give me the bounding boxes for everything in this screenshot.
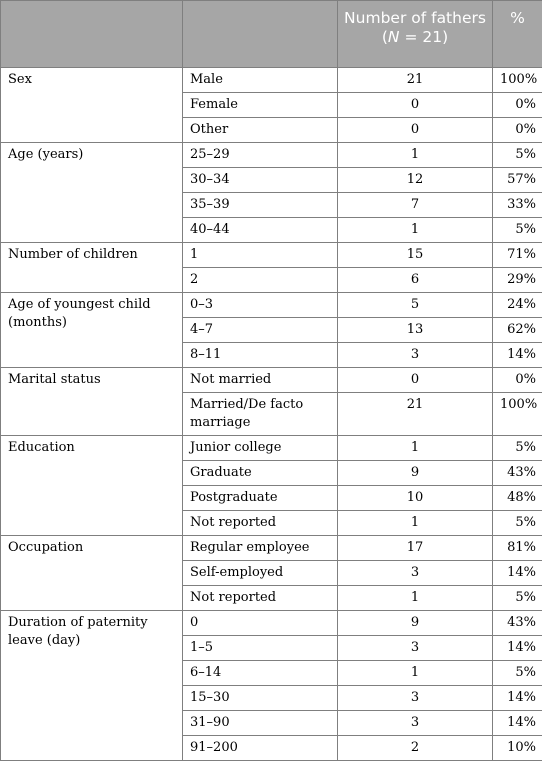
level-label: Postgraduate [183, 486, 338, 511]
count-value: 0 [338, 368, 493, 393]
header-category-cell [1, 1, 183, 68]
table-row [1, 436, 542, 461]
count-value: 3 [338, 561, 493, 586]
count-value: 9 [338, 611, 493, 636]
percent-value: 24% [493, 293, 542, 318]
count-value: 13 [338, 318, 493, 343]
count-value: 0 [338, 118, 493, 143]
header-n-value: = 21) [400, 28, 449, 46]
count-value: 0 [338, 93, 493, 118]
level-label: 15–30 [183, 686, 338, 711]
level-label: 0–3 [183, 293, 338, 318]
level-label: 91–200 [183, 736, 338, 761]
level-label: Not reported [183, 586, 338, 611]
level-label: 6–14 [183, 661, 338, 686]
header-n-symbol: N [388, 28, 400, 46]
count-value: 17 [338, 536, 493, 561]
table-body [1, 68, 542, 761]
header-number-label: Number of fathers ( [344, 9, 486, 46]
count-value: 9 [338, 461, 493, 486]
percent-value: 5% [493, 511, 542, 536]
percent-value: 14% [493, 561, 542, 586]
header-row [1, 1, 542, 68]
table-row [1, 143, 542, 168]
percent-value: 33% [493, 193, 542, 218]
percent-value: 0% [493, 118, 542, 143]
category-label: Occupation [1, 536, 183, 611]
level-label: Not married [183, 368, 338, 393]
percent-value: 43% [493, 611, 542, 636]
percent-value: 14% [493, 343, 542, 368]
percent-value: 71% [493, 243, 542, 268]
count-value: 2 [338, 736, 493, 761]
category-label: Age (years) [1, 143, 183, 243]
table-row [1, 611, 542, 636]
count-value: 21 [338, 393, 493, 436]
count-value: 1 [338, 218, 493, 243]
percent-value: 14% [493, 636, 542, 661]
level-label: Not reported [183, 511, 338, 536]
count-value: 7 [338, 193, 493, 218]
level-label: Male [183, 68, 338, 93]
category-label: Number of children [1, 243, 183, 293]
count-value: 12 [338, 168, 493, 193]
percent-value: 14% [493, 711, 542, 736]
count-value: 21 [338, 68, 493, 93]
count-value: 10 [338, 486, 493, 511]
percent-value: 29% [493, 268, 542, 293]
count-value: 15 [338, 243, 493, 268]
table-row [1, 536, 542, 561]
level-label: 8–11 [183, 343, 338, 368]
level-label: Regular employee [183, 536, 338, 561]
header-level-cell [183, 1, 338, 68]
percent-value: 100% [493, 68, 542, 93]
count-value: 1 [338, 511, 493, 536]
percent-value: 62% [493, 318, 542, 343]
header-percent: % [493, 1, 542, 68]
count-value: 3 [338, 686, 493, 711]
level-label: 1–5 [183, 636, 338, 661]
level-label: Other [183, 118, 338, 143]
level-label: 31–90 [183, 711, 338, 736]
percent-value: 5% [493, 586, 542, 611]
percent-value: 5% [493, 436, 542, 461]
percent-value: 48% [493, 486, 542, 511]
percent-value: 57% [493, 168, 542, 193]
count-value: 1 [338, 586, 493, 611]
count-value: 3 [338, 636, 493, 661]
level-label: 25–29 [183, 143, 338, 168]
count-value: 1 [338, 143, 493, 168]
percent-value: 100% [493, 393, 542, 436]
level-label: 2 [183, 268, 338, 293]
category-label: Marital status [1, 368, 183, 436]
level-label: 4–7 [183, 318, 338, 343]
category-label: Education [1, 436, 183, 536]
count-value: 1 [338, 436, 493, 461]
table-row [1, 68, 542, 93]
count-value: 3 [338, 343, 493, 368]
header-number-of-fathers [338, 1, 493, 68]
percent-value: 5% [493, 661, 542, 686]
count-value: 1 [338, 661, 493, 686]
count-value: 5 [338, 293, 493, 318]
percent-value: 0% [493, 93, 542, 118]
percent-value: 5% [493, 143, 542, 168]
level-label: 30–34 [183, 168, 338, 193]
table-row [1, 243, 542, 268]
level-label: 40–44 [183, 218, 338, 243]
table-header [1, 1, 542, 68]
count-value: 3 [338, 711, 493, 736]
level-label: Married/De facto marriage [183, 393, 338, 436]
level-label: Female [183, 93, 338, 118]
percent-value: 0% [493, 368, 542, 393]
percent-value: 10% [493, 736, 542, 761]
percent-value: 81% [493, 536, 542, 561]
table-row [1, 368, 542, 393]
percent-value: 5% [493, 218, 542, 243]
level-label: 35–39 [183, 193, 338, 218]
percent-value: 43% [493, 461, 542, 486]
level-label: 1 [183, 243, 338, 268]
table-row [1, 293, 542, 318]
level-label: Graduate [183, 461, 338, 486]
level-label: Self-employed [183, 561, 338, 586]
percent-value: 14% [493, 686, 542, 711]
level-label: 0 [183, 611, 338, 636]
category-label: Sex [1, 68, 183, 143]
level-label: Junior college [183, 436, 338, 461]
count-value: 6 [338, 268, 493, 293]
category-label: Duration of paternity leave (day) [1, 611, 183, 761]
category-label: Age of youngest child (months) [1, 293, 183, 368]
